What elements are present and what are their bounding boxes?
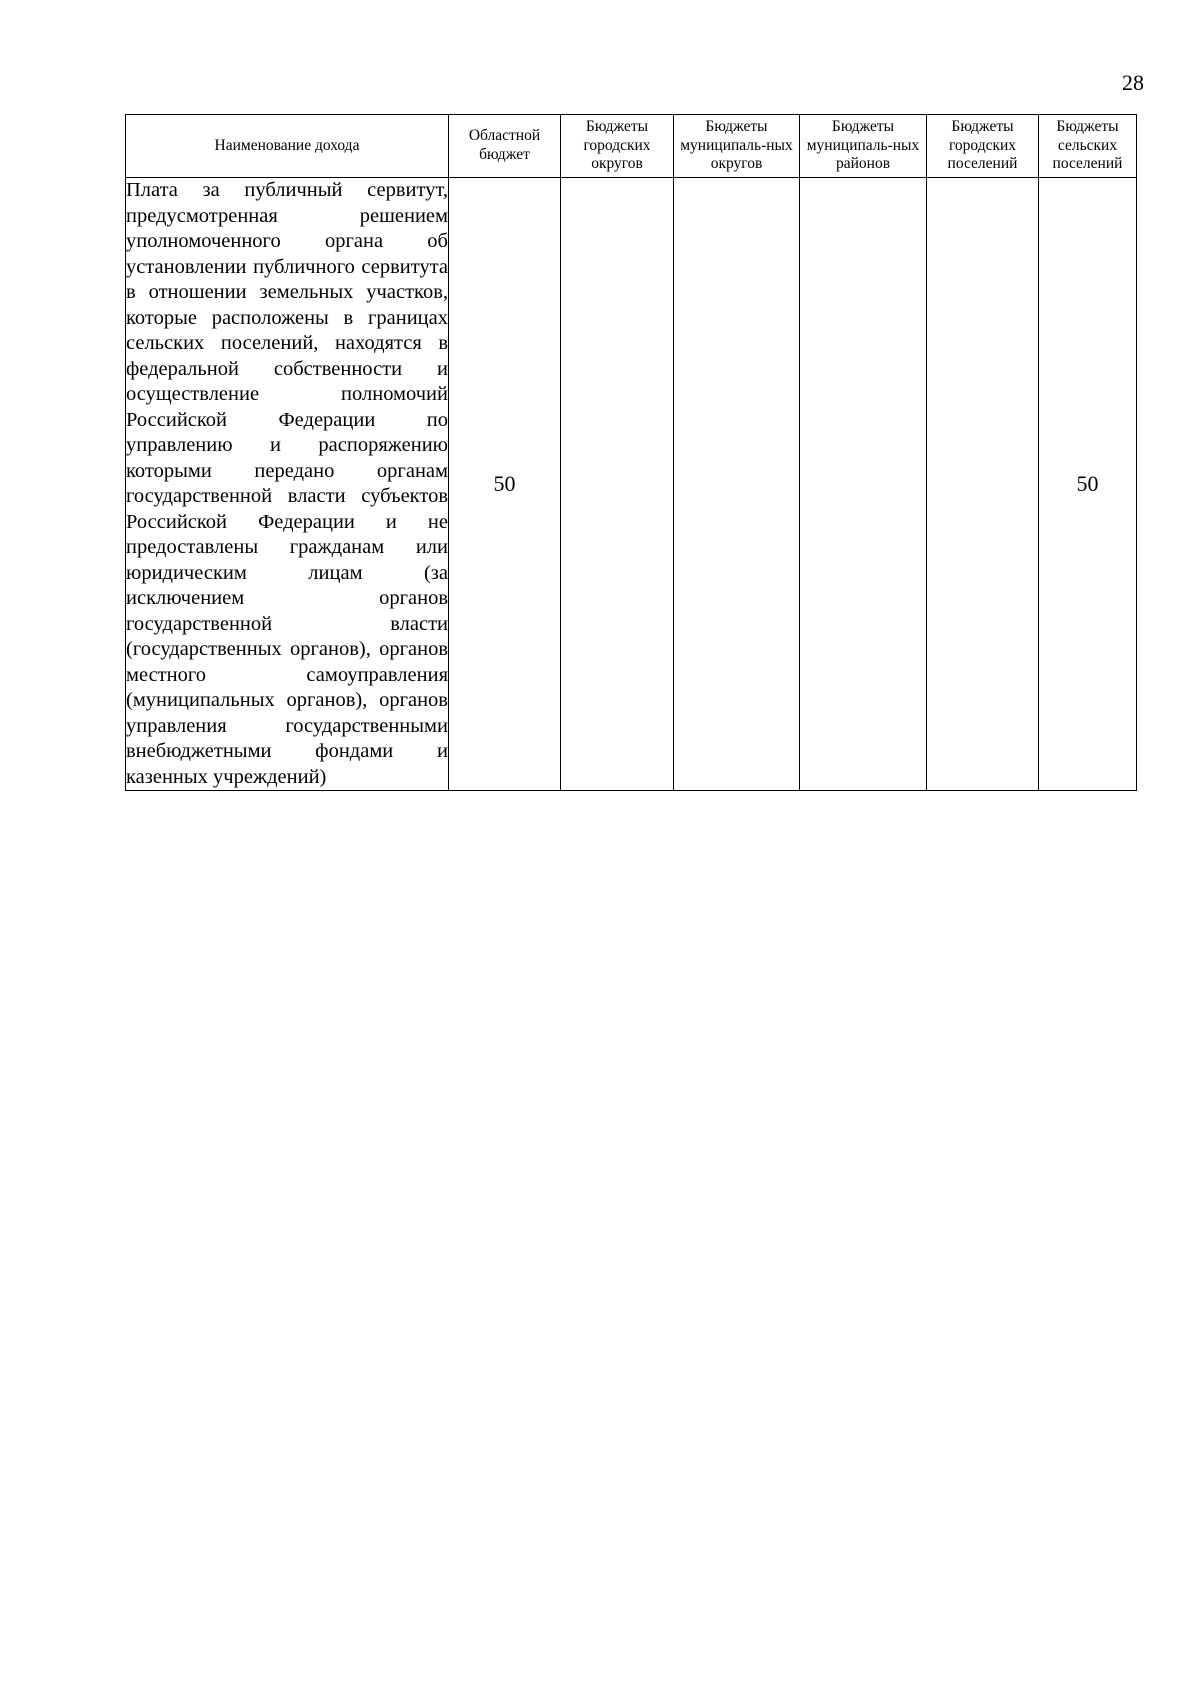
header-city-district-budgets: Бюджеты городских округов — [561, 115, 674, 178]
rural-settlement-budgets-value: 50 — [1039, 178, 1137, 791]
revenue-distribution-table — [125, 114, 1137, 791]
municipal-district-budgets-value — [674, 178, 800, 791]
table-header-row — [126, 115, 1137, 178]
regional-budget-value: 50 — [449, 178, 561, 791]
header-urban-settlement-budgets: Бюджеты городских поселений — [927, 115, 1039, 178]
revenue-name-cell: Плата за публичный сервитут, предусмотренная решением уполномоченного органа об установлении публичного сервитута в отношении земельных участков, которые расположены в границах сельских поселений, находятся в федеральной собственности и осуществление полномочий Российской Федерации по управлению и распоряжению которыми передано органам государственной власти субъектов Российской Федерации и не предоставлены гражданам или юридическим лицам (за исключением органов государственной власти (государственных органов), органов местного самоуправления (муниципальных органов), органов управления государственными внебюджетными фондами и казенных учреждений) — [126, 178, 449, 791]
municipal-area-budgets-value — [800, 178, 927, 791]
header-municipal-area-budgets: Бюджеты муниципаль-ных районов — [800, 115, 927, 178]
page-number: 28 — [1122, 70, 1144, 95]
header-rural-settlement-budgets: Бюджеты сельских поселений — [1039, 115, 1137, 178]
header-revenue-name: Наименование дохода — [126, 115, 449, 178]
table-row — [126, 178, 1137, 791]
urban-settlement-budgets-value — [927, 178, 1039, 791]
header-municipal-district-budgets: Бюджеты муниципаль-ных округов — [674, 115, 800, 178]
city-district-budgets-value — [561, 178, 674, 791]
header-regional-budget: Областной бюджет — [449, 115, 561, 178]
